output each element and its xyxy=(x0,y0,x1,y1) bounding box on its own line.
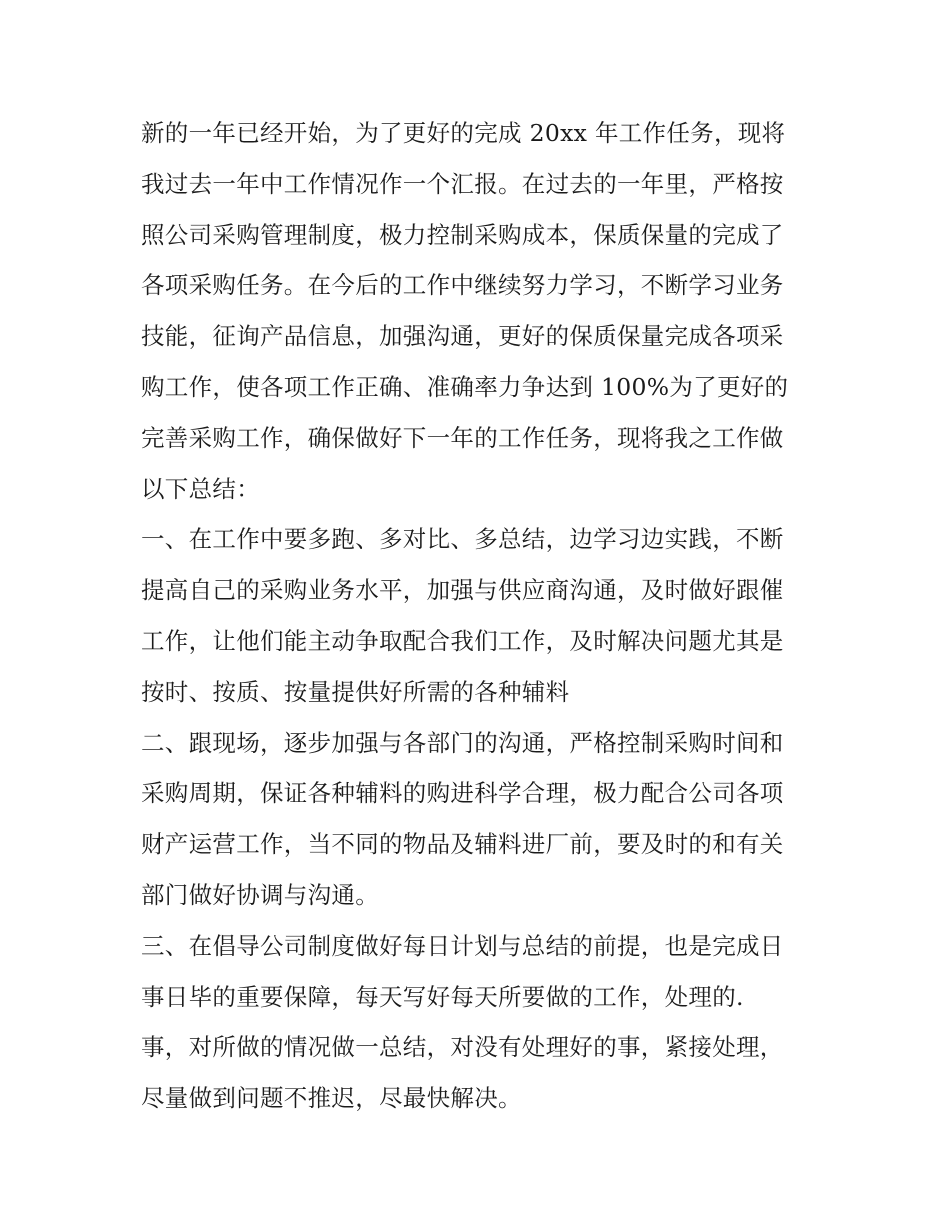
text-line: 一、在工作中要多跑、多对比、多总结，边学习边实践，不断 xyxy=(141,525,784,554)
text-line: 完善采购工作，确保做好下一年的工作任务，现将我之工作做 xyxy=(141,423,784,452)
text-line: 部门做好协调与沟通。 xyxy=(141,880,379,909)
text-line: 按时、按质、按量提供好所需的各种辅料 xyxy=(141,677,570,706)
text-line: 事日毕的重要保障，每天写好每天所要做的工作，处理的. xyxy=(141,982,744,1011)
text-line: 我过去一年中工作情况作一个汇报。在过去的一年里，严格按 xyxy=(141,169,784,198)
text-line: 工作，让他们能主动争取配合我们工作，及时解决问题尤其是 xyxy=(141,626,784,655)
text-line: 技能，征询产品信息，加强沟通，更好的保质保量完成各项采 xyxy=(141,322,784,351)
text-line: 事，对所做的情况做一总结，对没有处理好的事，紧接处理， xyxy=(141,1033,784,1062)
text-line: 新的一年已经开始，为了更好的完成 20xx 年工作任务，现将 xyxy=(141,119,786,147)
text-line: 尽量做到问题不推迟，尽最快解决。 xyxy=(141,1084,522,1113)
text-line: 各项采购任务。在今后的工作中继续努力学习，不断学习业务 xyxy=(141,271,784,300)
text-line: 采购周期，保证各种辅料的购进科学合理，极力配合公司各项 xyxy=(141,779,784,808)
text-line: 购工作，使各项工作正确、准确率力争达到 100%为了更好的 xyxy=(141,372,789,401)
text-line: 提高自己的采购业务水平，加强与供应商沟通，及时做好跟催 xyxy=(141,576,784,605)
text-line: 二、跟现场，逐步加强与各部门的沟通，严格控制采购时间和 xyxy=(141,728,784,757)
text-line: 照公司采购管理制度，极力控制采购成本，保质保量的完成了 xyxy=(141,220,784,249)
text-line: 财产运营工作，当不同的物品及辅料进厂前，要及时的和有关 xyxy=(141,830,784,859)
document-body xyxy=(141,108,821,1124)
text-line: 以下总结： xyxy=(141,474,260,503)
text-line: 三、在倡导公司制度做好每日计划与总结的前提，也是完成日 xyxy=(141,931,784,960)
